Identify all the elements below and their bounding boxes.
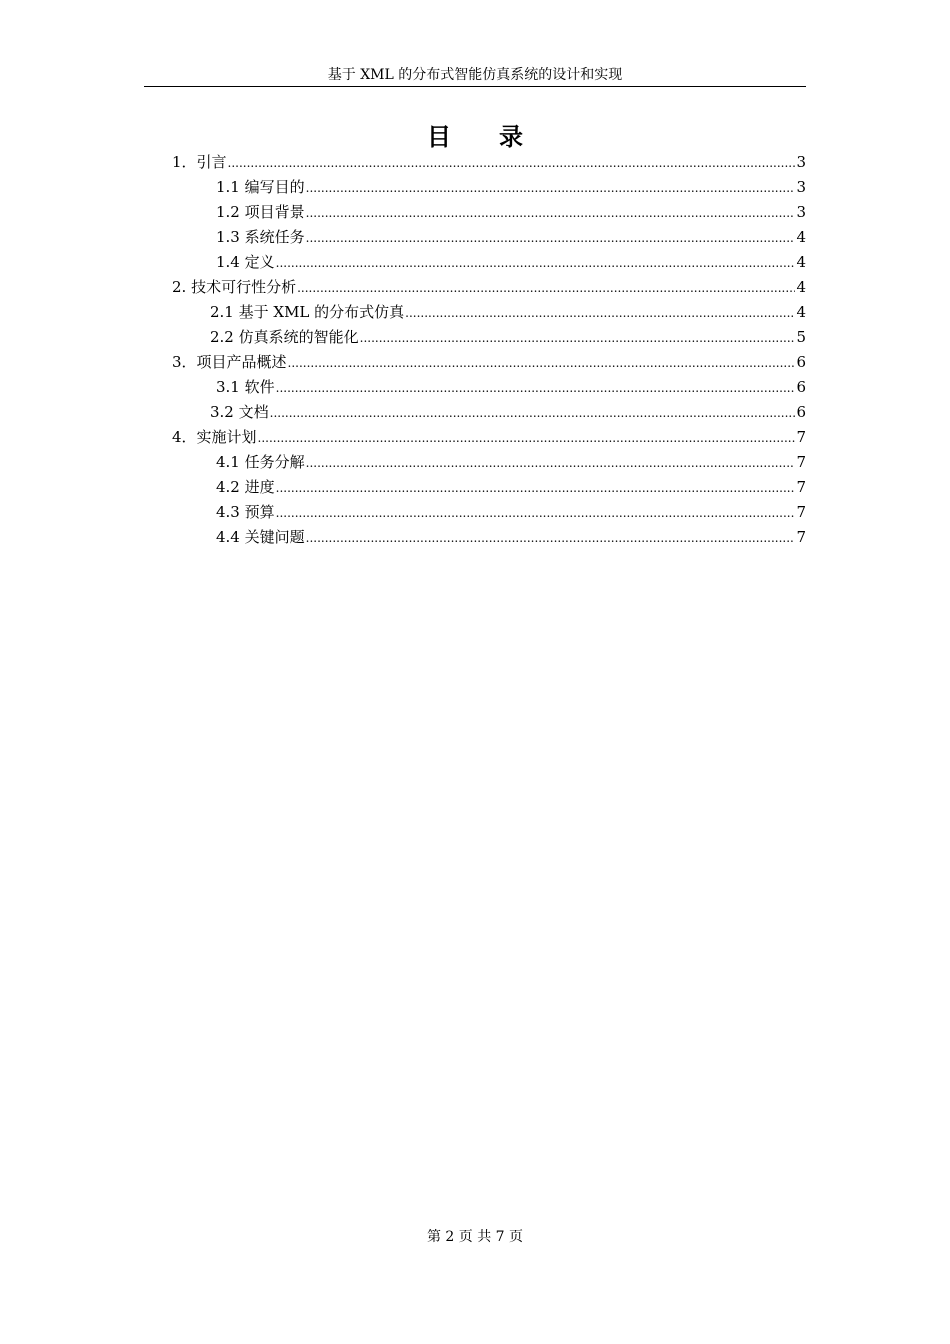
toc-entry-page: 6: [796, 378, 806, 396]
toc-entry-page: 3: [796, 153, 806, 171]
toc-dot-leader: [276, 251, 796, 276]
toc-entry-label: 3．项目产品概述: [172, 353, 287, 371]
toc-entry[interactable]: [172, 350, 806, 375]
toc-entry[interactable]: [172, 400, 806, 425]
toc-entry-page: 7: [796, 453, 806, 471]
header-title: 基于 XML 的分布式智能仿真系统的设计和实现: [327, 67, 623, 83]
toc-entry-page: 7: [796, 528, 806, 546]
toc-title: 目录: [427, 123, 571, 151]
toc-dot-leader: [288, 351, 796, 376]
toc-dot-leader: [306, 526, 796, 551]
toc-dot-leader: [258, 426, 796, 451]
toc-entry-label: 1.4 定义: [216, 253, 275, 271]
toc-entry[interactable]: [172, 250, 806, 275]
toc-entry-page: 4: [796, 278, 806, 296]
toc-entry-page: 3: [796, 178, 806, 196]
toc-entry-page: 4: [796, 253, 806, 271]
toc-entry[interactable]: [172, 300, 806, 325]
toc-entry-page: 4: [796, 303, 806, 321]
toc-entry-page: 7: [796, 503, 806, 521]
toc-entry-label: 1.1 编写目的: [216, 178, 305, 196]
toc-entry-page: 3: [796, 203, 806, 221]
toc-dot-leader: [405, 301, 795, 326]
toc-entry[interactable]: [172, 375, 806, 400]
toc-dot-leader: [306, 226, 796, 251]
toc-dot-leader: [306, 451, 796, 476]
toc-entry-page: 5: [796, 328, 806, 346]
toc-entry[interactable]: [172, 200, 806, 225]
toc-entry[interactable]: [172, 325, 806, 350]
toc-entry-label: 2.2 仿真系统的智能化: [210, 328, 359, 346]
toc-entry-label: 2.1 基于 XML 的分布式仿真: [210, 303, 405, 321]
toc-dot-leader: [306, 176, 796, 201]
page-indicator: 第 2 页 共 7 页: [426, 1229, 524, 1245]
page-header: [144, 66, 806, 87]
toc-dot-leader: [228, 151, 796, 176]
toc-list: [172, 150, 806, 550]
toc-entry-label: 4.2 进度: [216, 478, 275, 496]
toc-entry[interactable]: [172, 175, 806, 200]
toc-dot-leader: [276, 501, 796, 526]
toc-dot-leader: [297, 276, 795, 301]
toc-entry-label: 2. 技术可行性分析: [172, 278, 297, 296]
toc-entry-label: 4．实施计划: [172, 428, 257, 446]
toc-entry-label: 1.2 项目背景: [216, 203, 305, 221]
toc-entry-page: 7: [796, 478, 806, 496]
toc-entry[interactable]: [172, 475, 806, 500]
toc-entry[interactable]: [172, 525, 806, 550]
toc-dot-leader: [270, 401, 796, 426]
toc-dot-leader: [276, 376, 796, 401]
toc-entry-page: 6: [796, 353, 806, 371]
toc-entry-page: 4: [796, 228, 806, 246]
toc-entry-label: 4.4 关键问题: [216, 528, 305, 546]
toc-entry[interactable]: [172, 225, 806, 250]
toc-dot-leader: [276, 476, 796, 501]
toc-entry[interactable]: [172, 450, 806, 475]
toc-entry-label: 3.1 软件: [216, 378, 275, 396]
toc-entry[interactable]: [172, 150, 806, 175]
toc-dot-leader: [360, 326, 796, 351]
toc-dot-leader: [306, 201, 796, 226]
toc-entry-label: 1．引言: [172, 153, 227, 171]
page-footer: [144, 1228, 806, 1246]
toc-entry-label: 4.1 任务分解: [216, 453, 305, 471]
toc-entry[interactable]: [172, 275, 806, 300]
toc-entry[interactable]: [172, 425, 806, 450]
toc-entry-page: 7: [796, 428, 806, 446]
toc-entry-label: 4.3 预算: [216, 503, 275, 521]
toc-entry-label: 1.3 系统任务: [216, 228, 305, 246]
toc-entry[interactable]: [172, 500, 806, 525]
toc-entry-label: 3.2 文档: [210, 403, 269, 421]
toc-entry-page: 6: [796, 403, 806, 421]
